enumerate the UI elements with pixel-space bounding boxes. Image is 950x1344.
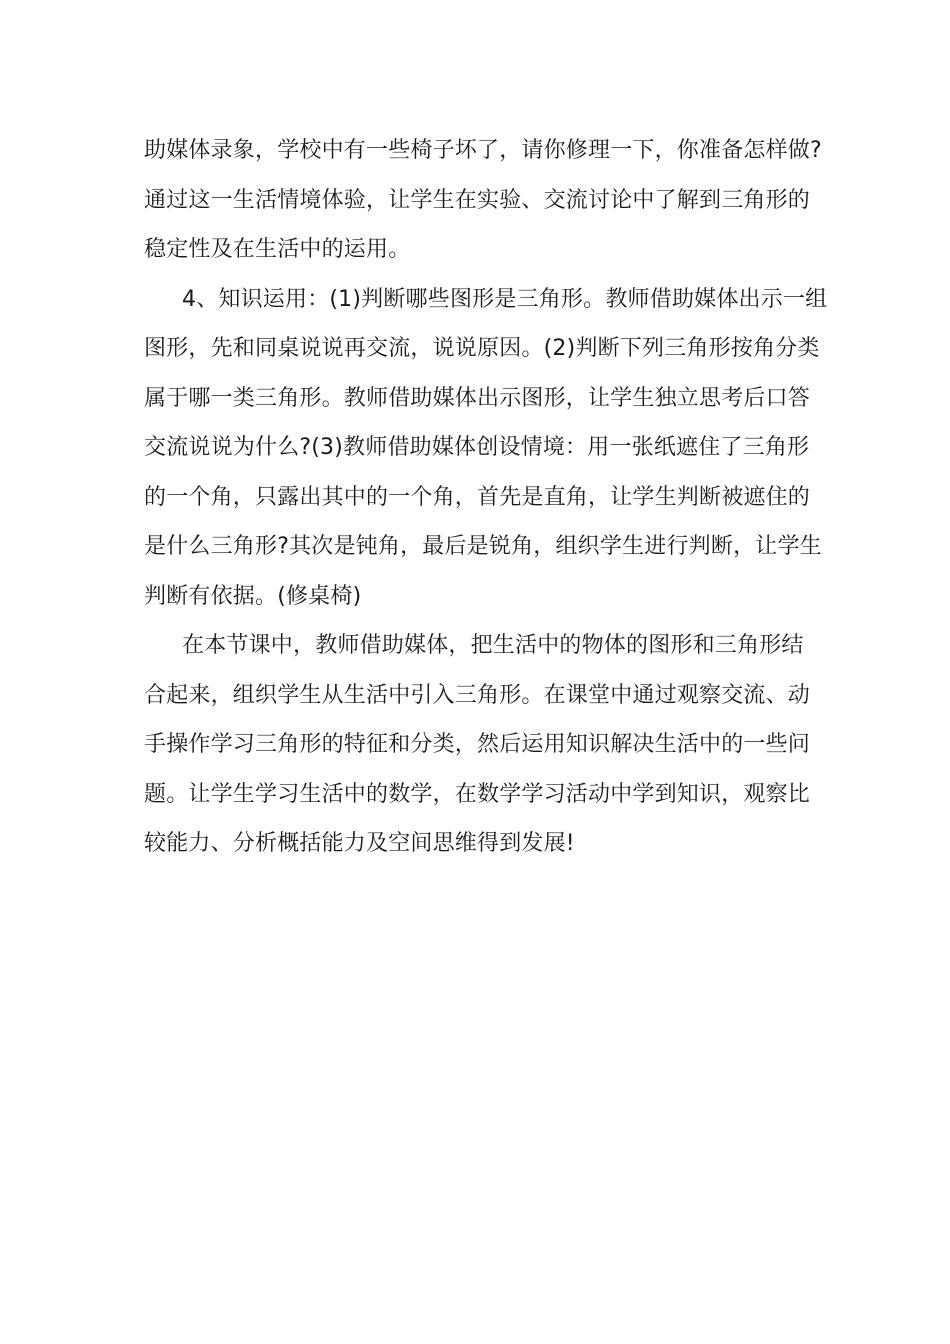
paragraph-start-line: 4、知识运用：(1)判断哪些图形是三角形。教师借助媒体出示一组 bbox=[182, 286, 828, 312]
text-line: 通过这一生活情境体验，让学生在实验、交流讨论中了解到三角形的 bbox=[144, 187, 811, 213]
text-line: 判断有依据。(修桌椅) bbox=[144, 583, 362, 609]
text-line: 助媒体录象，学校中有一些椅子坏了，请你修理一下，你准备怎样做? bbox=[144, 138, 822, 163]
text-line: 手操作学习三角形的特征和分类，然后运用知识解决生活中的一些问 bbox=[144, 732, 811, 757]
text-line: 属于哪一类三角形。教师借助媒体出示图形，让学生独立思考后口答 bbox=[144, 385, 811, 411]
text-line: 稳定性及在生活中的运用。 bbox=[144, 237, 411, 262]
text-line: 较能力、分析概括能力及空间思维得到发展! bbox=[144, 831, 575, 856]
document-body bbox=[144, 126, 828, 869]
text-line: 合起来，组织学生从生活中引入三角形。在课堂中通过观察交流、动 bbox=[144, 682, 811, 708]
text-line: 图形，先和同桌说说再交流，说说原因。(2)判断下列三角形按角分类 bbox=[144, 336, 820, 361]
text-line: 交流说说为什么?(3)教师借助媒体创设情境：用一张纸遮住了三角形 bbox=[144, 435, 810, 460]
paragraph-start-line: 在本节课中，教师借助媒体，把生活中的物体的图形和三角形结 bbox=[182, 633, 804, 658]
text-line: 题。让学生学习生活中的数学，在数学学习活动中学到知识，观察比 bbox=[144, 781, 811, 807]
text-line: 的一个角，只露出其中的一个角，首先是直角，让学生判断被遮住的 bbox=[144, 484, 811, 510]
text-line: 是什么三角形?其次是钝角，最后是锐角，组织学生进行判断，让学生 bbox=[144, 534, 822, 559]
